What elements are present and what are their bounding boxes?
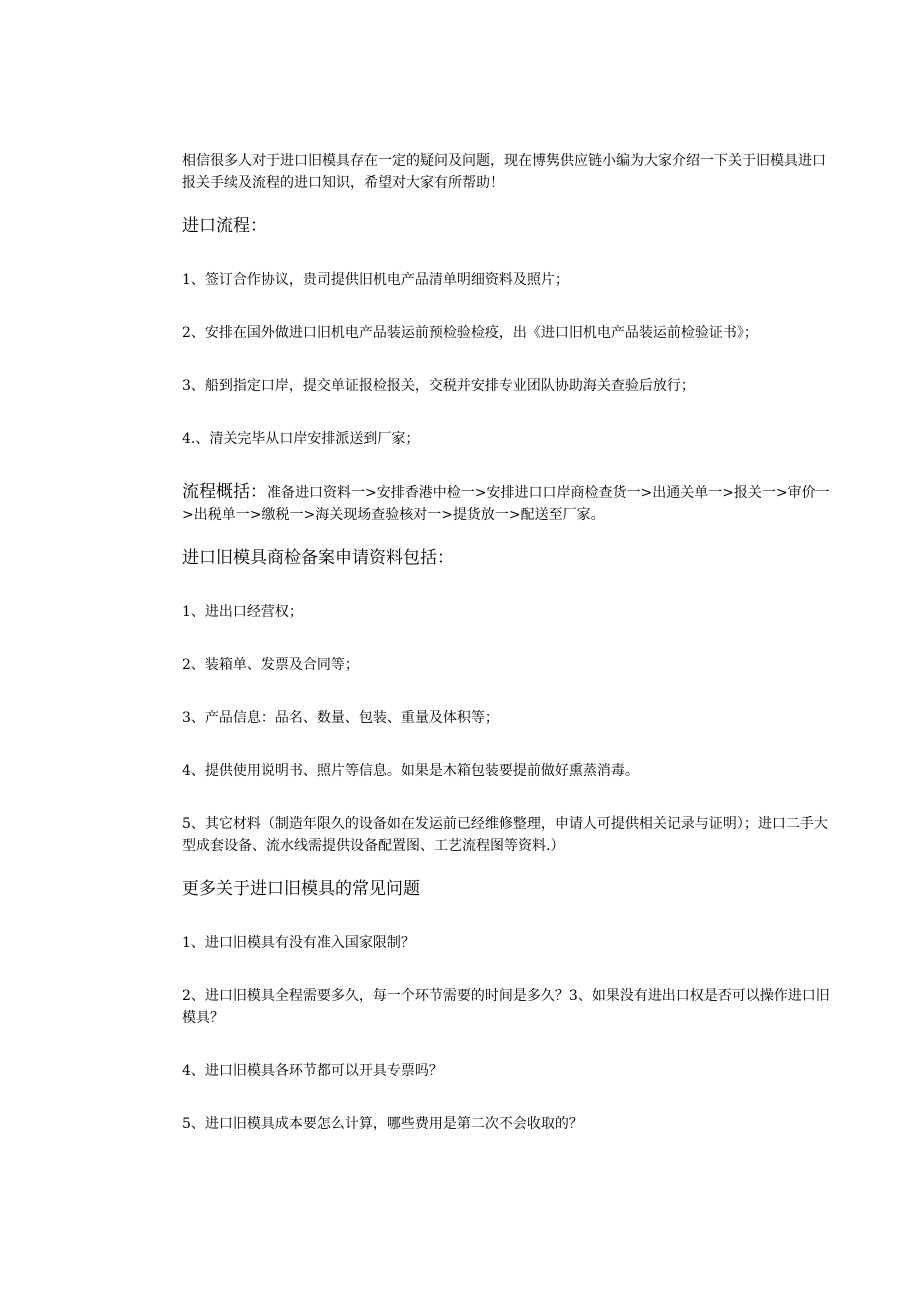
intro-paragraph: 相信很多人对于进口旧模具存在一定的疑问及问题，现在博隽供应链小编为大家介绍一下关于旧模具进口报关手续及流程的进口知识，希望对大家有所帮助！ (182, 153, 826, 191)
faq-item-1: 1、进口旧模具有没有准入国家限制？ (182, 935, 415, 951)
process-item-1: 1、签订合作协议，贵司提供旧机电产品清单明细资料及照片； (182, 272, 569, 288)
process-item-2: 2、安排在国外做进口旧机电产品装运前预检验检疫，出《进口旧机电产品装运前检验证书》； (182, 325, 758, 341)
materials-item-4: 4、提供使用说明书、照片等信息。如果是木箱包装要提前做好熏蒸消毒。 (182, 763, 639, 779)
materials-item-3: 3、产品信息：品名、数量、包装、重量及体积等； (182, 710, 499, 726)
document-page (182, 150, 832, 1135)
faq-item-2: 2、进口旧模具全程需要多久，每一个环节需要的时间是多久？3、如果没有进出口权是否可以操作进口旧模具？ (182, 988, 830, 1026)
faq-heading: 更多关于进口旧模具的常见问题 (182, 879, 420, 899)
process-item-4: 4.、清关完毕从口岸安排派送到厂家； (182, 431, 420, 447)
overview-paragraph (182, 481, 832, 526)
materials-item-2: 2、装箱单、发票及合同等； (182, 657, 359, 673)
process-item-3: 3、船到指定口岸，提交单证报检报关，交税并安排专业团队协助海关查验后放行； (182, 378, 695, 394)
faq-item-3: 4、进口旧模具各环节都可以开具专票吗？ (182, 1063, 443, 1079)
materials-item-1: 1、进出口经营权； (182, 604, 303, 620)
process-heading: 进口流程： (182, 216, 267, 236)
overview-text: 准备进口资料一>安排香港中检一>安排进口口岸商检查货一>出通关单一>报关一>审价一>出税单一>缴税一>海关现场查验核对一>提货放一>配送至厂家。 (182, 485, 830, 523)
faq-item-4: 5、进口旧模具成本要怎么计算，哪些费用是第二次不会收取的？ (182, 1116, 583, 1132)
materials-heading: 进口旧模具商检备案申请资料包括： (182, 548, 454, 568)
overview-label: 流程概括： (182, 482, 267, 502)
materials-item-5: 5、其它材料（制造年限久的设备如在发运前已经维修整理，申请人可提供相关记录与证明）；进口二手大型成套设备、流水线需提供设备配置图、工艺流程图等资料.） (182, 816, 828, 854)
